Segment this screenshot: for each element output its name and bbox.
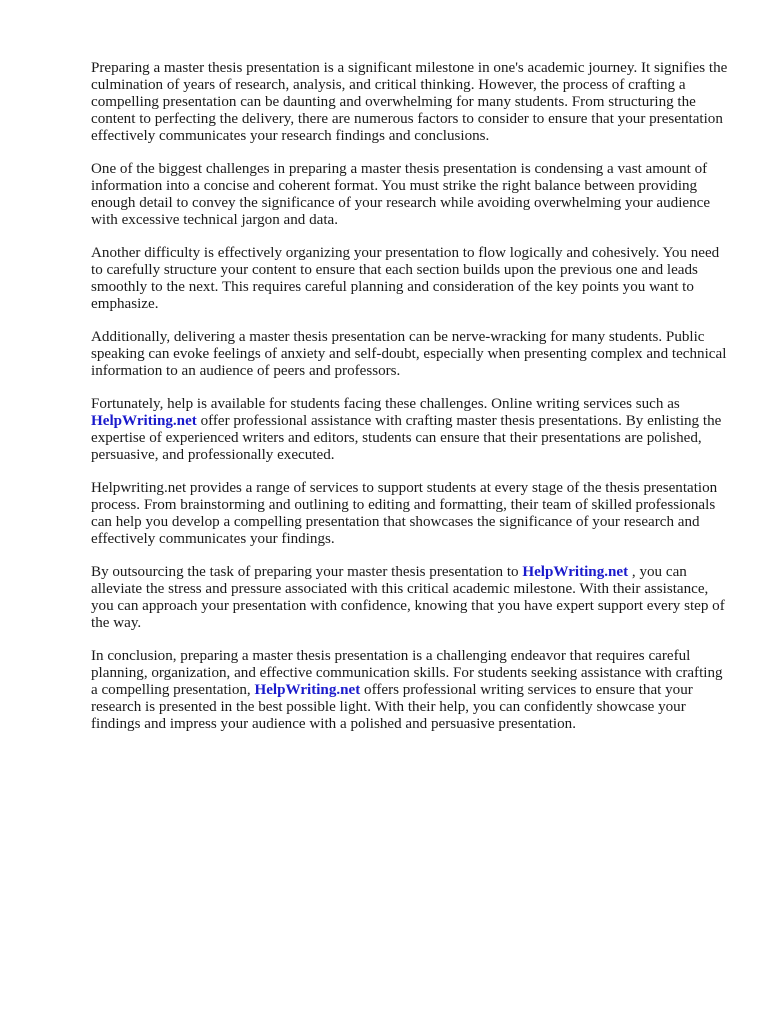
paragraph-outsourcing — [91, 564, 731, 632]
paragraph-help — [91, 396, 731, 464]
paragraph-conclusion — [91, 648, 731, 733]
paragraph-help-before: Fortunately, help is available for students facing these challenges. Online writing services such as — [91, 396, 680, 412]
helpwriting-link-3[interactable]: HelpWriting.net — [254, 682, 361, 698]
paragraph-challenges: One of the biggest challenges in preparing a master thesis presentation is condensing a vast amount of information into a concise and coherent format. You must strike the right balance between providing enough detail to convey the significance of your research while avoiding overwhelming your audience with excessive technical jargon and data. — [91, 161, 711, 228]
helpwriting-link-2[interactable]: HelpWriting.net — [522, 564, 629, 580]
paragraph-conclusion-after: offers professional writing services to ensure that your research is presented in the best possible light. With their help, you can confidently showcase your findings and impress your audience with a polished and persuasive presentation. — [91, 682, 693, 732]
document-page — [91, 60, 731, 749]
paragraph-delivering: Additionally, delivering a master thesis presentation can be nerve-wracking for many students. Public speaking can evoke feelings of anxiety and self-doubt, especially when presenting complex and technical information to an audience of peers and professors. — [91, 329, 727, 379]
paragraph-help-after: offer professional assistance with crafting master thesis presentations. By enlisting the expertise of experienced writers and editors, students can ensure that their presentations are polished, persuasive, and professionally executed. — [91, 413, 722, 463]
paragraph-conclusion-before: In conclusion, preparing a master thesis presentation is a challenging endeavor that requires careful planning, organization, and effective communication skills. For students seeking assistance with crafting a compelling presentation, — [91, 648, 723, 698]
paragraph-services: Helpwriting.net provides a range of services to support students at every stage of the thesis presentation process. From brainstorming and outlining to editing and formatting, their team of skilled professionals can help you develop a compelling presentation that showcases the significance of your research and effectively communicates your findings. — [91, 480, 718, 547]
paragraph-outsourcing-before: By outsourcing the task of preparing your master thesis presentation to — [91, 564, 523, 580]
helpwriting-link-1[interactable]: HelpWriting.net — [91, 413, 197, 429]
paragraph-outsourcing-after: , you can alleviate the stress and pressure associated with this critical academic milestone. With their assistance, you can approach your presentation with confidence, knowing that you have expert support every step of the way. — [91, 564, 725, 631]
paragraph-intro: Preparing a master thesis presentation is a significant milestone in one's academic journey. It signifies the culmination of years of research, analysis, and critical thinking. However, the process of crafting a compelling presentation can be daunting and overwhelming for many students. From structuring the content to perfecting the delivery, there are numerous factors to consider to ensure that your presentation effectively communicates your research findings and conclusions. — [91, 60, 728, 144]
paragraph-organizing: Another difficulty is effectively organizing your presentation to flow logically and cohesively. You need to carefully structure your content to ensure that each section builds upon the previous one and leads smoothly to the next. This requires careful planning and consideration of the key points you want to emphasize. — [91, 245, 720, 312]
